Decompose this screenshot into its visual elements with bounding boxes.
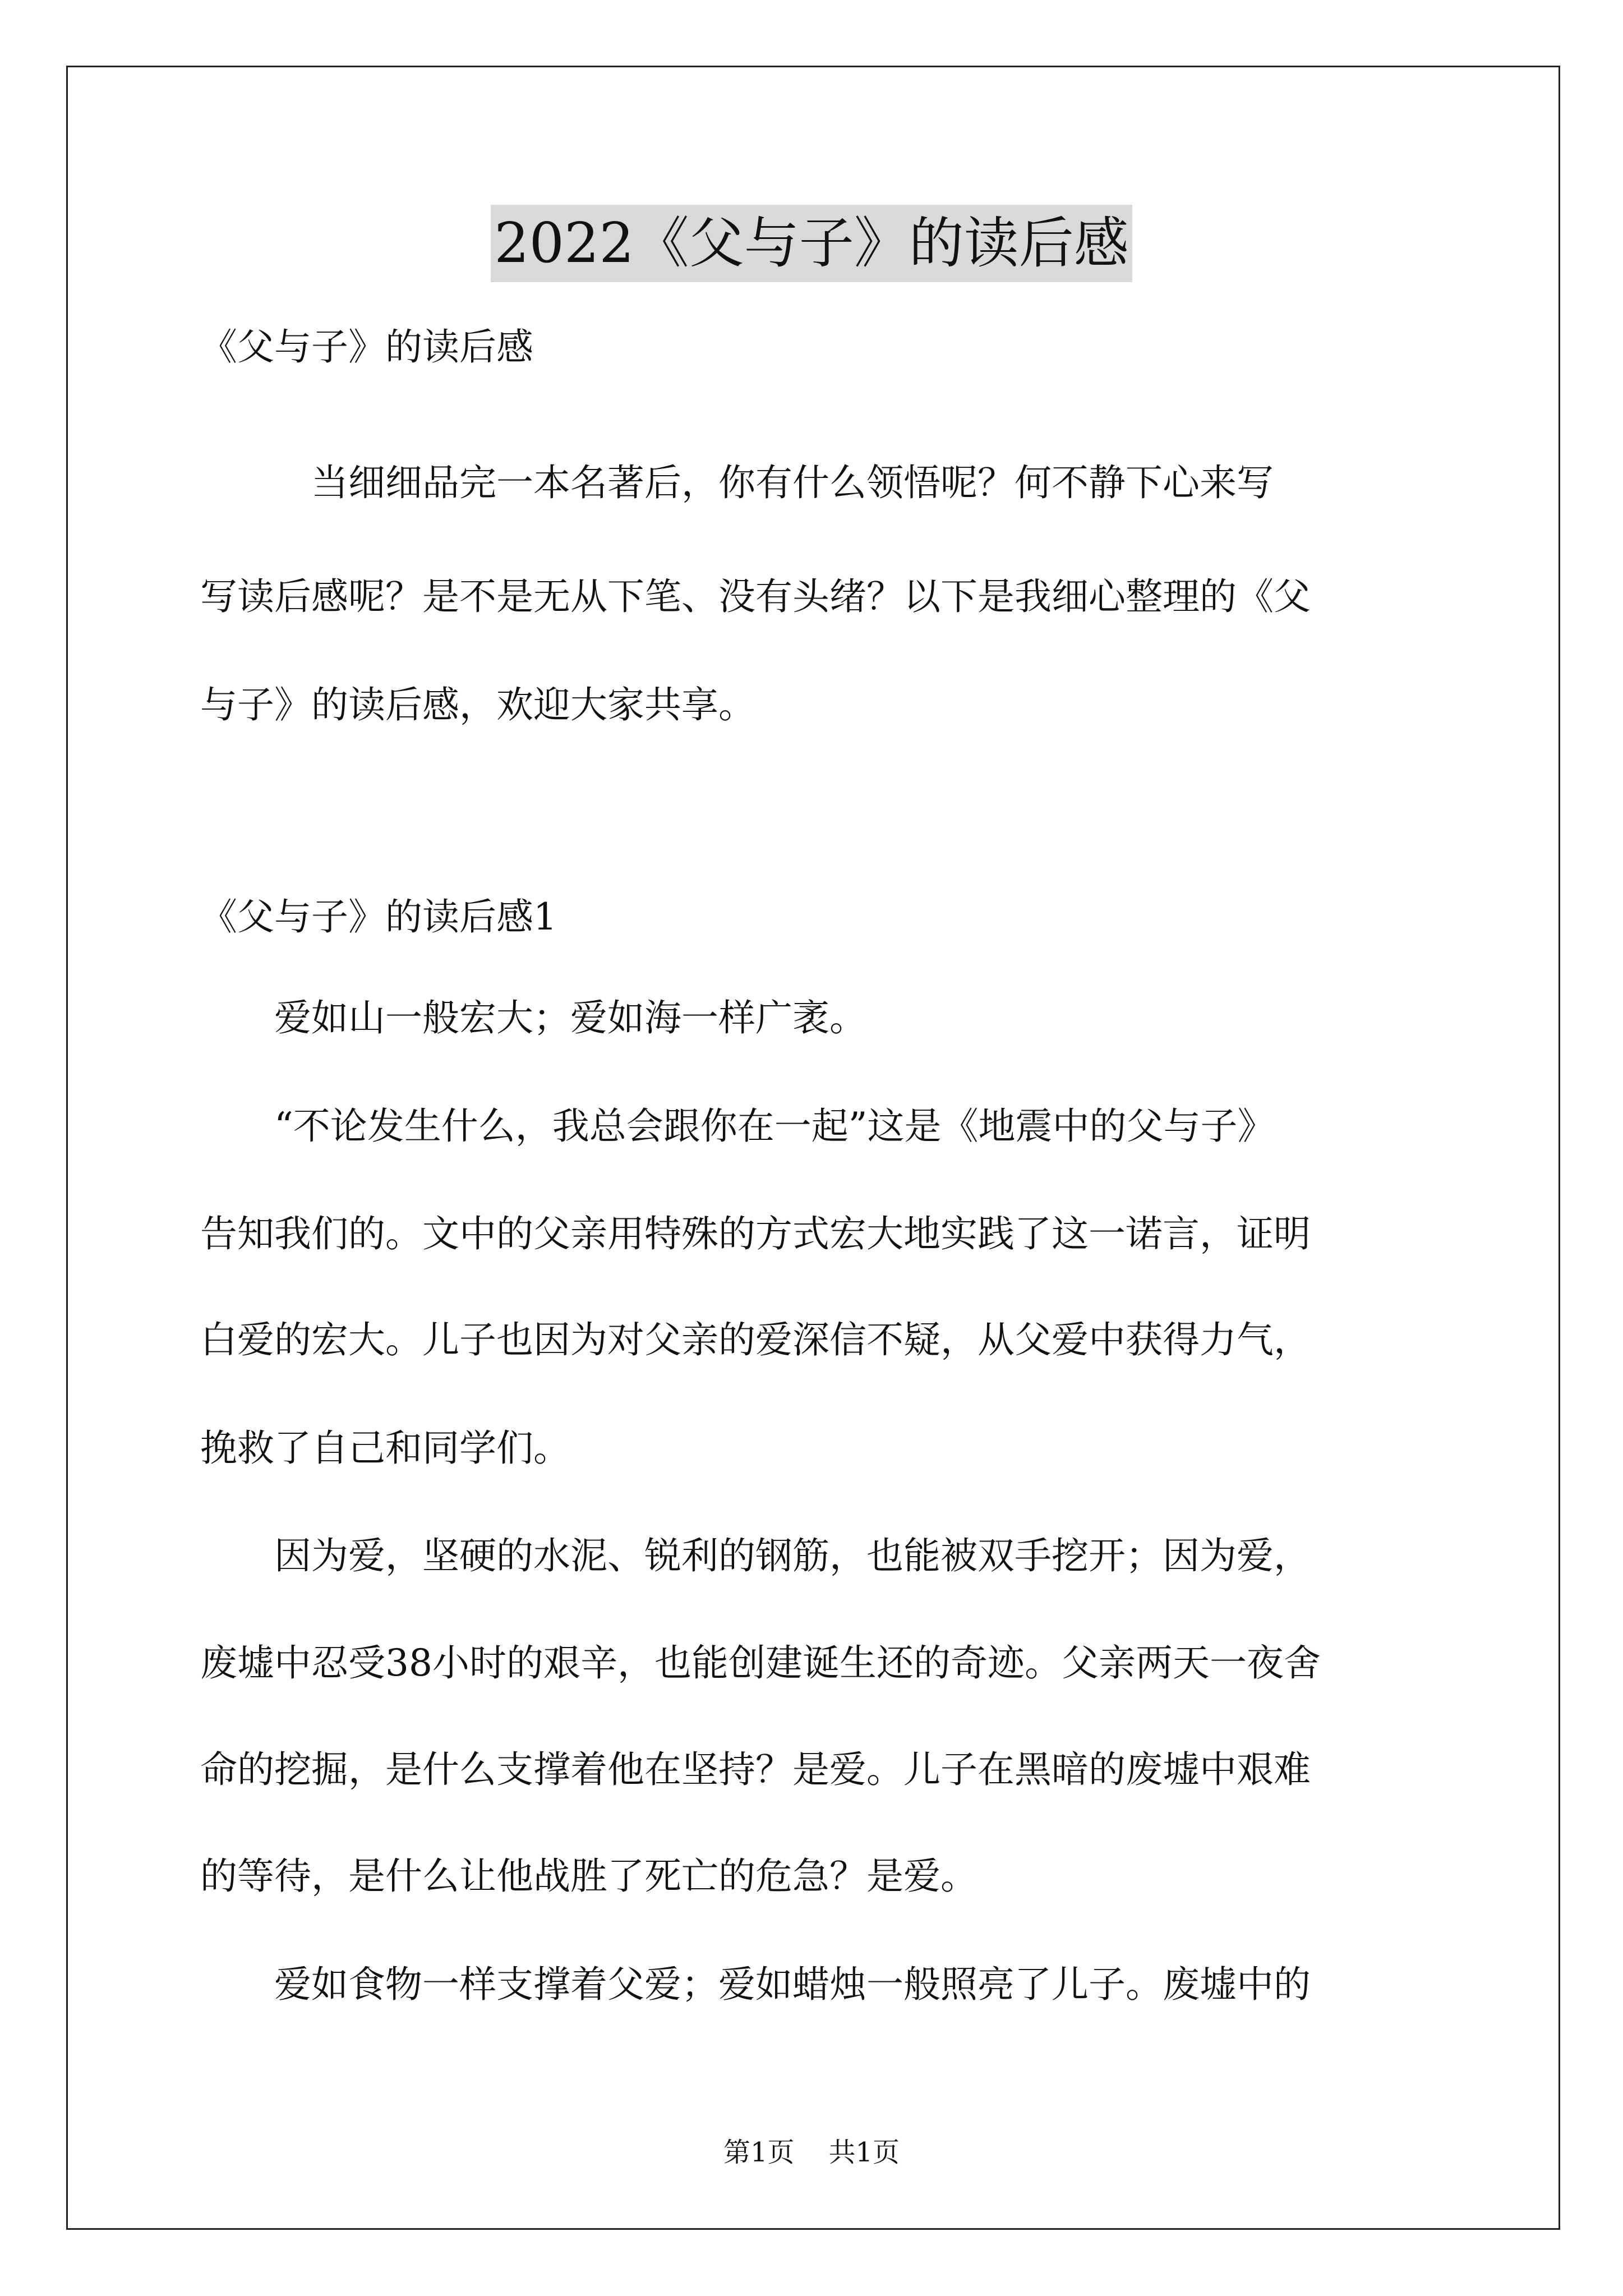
- section-heading: 《父与子》的读后感: [200, 325, 533, 369]
- paragraph-line: 挽救了自己和同学们。: [200, 1427, 570, 1470]
- paragraph-line: 爱如山一般宏大；爱如海一样广袤。: [200, 996, 866, 1039]
- paragraph-line: 爱如食物一样支撑着父爱；爱如蜡烛一般照亮了儿子。废墟中的: [200, 1963, 1311, 2006]
- page-number: 第1页: [723, 2137, 795, 2168]
- paragraph-line: 当细细品完一本名著后，你有什么领悟呢？何不静下心来写: [200, 461, 1274, 504]
- paragraph-line: 白爱的宏大。儿子也因为对父亲的爱深信不疑，从父爱中获得力气，: [200, 1318, 1311, 1361]
- document-title: 2022《父与子》的读后感: [491, 205, 1132, 282]
- page-footer: [0, 2134, 1623, 2170]
- paragraph-line: 命的挖掘，是什么支撑着他在坚持？是爱。儿子在黑暗的废墟中艰难: [200, 1748, 1311, 1791]
- paragraph-line: 的等待，是什么让他战胜了死亡的危急？是爱。: [200, 1855, 978, 1898]
- paragraph-line: 写读后感呢？是不是无从下笔、没有头绪？以下是我细心整理的《父: [200, 575, 1311, 618]
- paragraph-line: 因为爱，坚硬的水泥、锐利的钢筋，也能被双手挖开；因为爱，: [200, 1534, 1311, 1577]
- paragraph-line: “不论发生什么，我总会跟你在一起”这是《地震中的父与子》: [200, 1105, 1275, 1148]
- section-heading: 《父与子》的读后感1: [200, 895, 557, 938]
- paragraph-line: 废墟中忍受38小时的艰辛，也能创建诞生还的奇迹。父亲两天一夜舍: [200, 1641, 1321, 1685]
- title-container: [0, 205, 1623, 282]
- page-total: 共1页: [828, 2137, 900, 2168]
- paragraph-line: 告知我们的。文中的父亲用特殊的方式宏大地实践了这一诺言，证明: [200, 1212, 1311, 1255]
- paragraph-line: 与子》的读后感，欢迎大家共享。: [200, 683, 755, 726]
